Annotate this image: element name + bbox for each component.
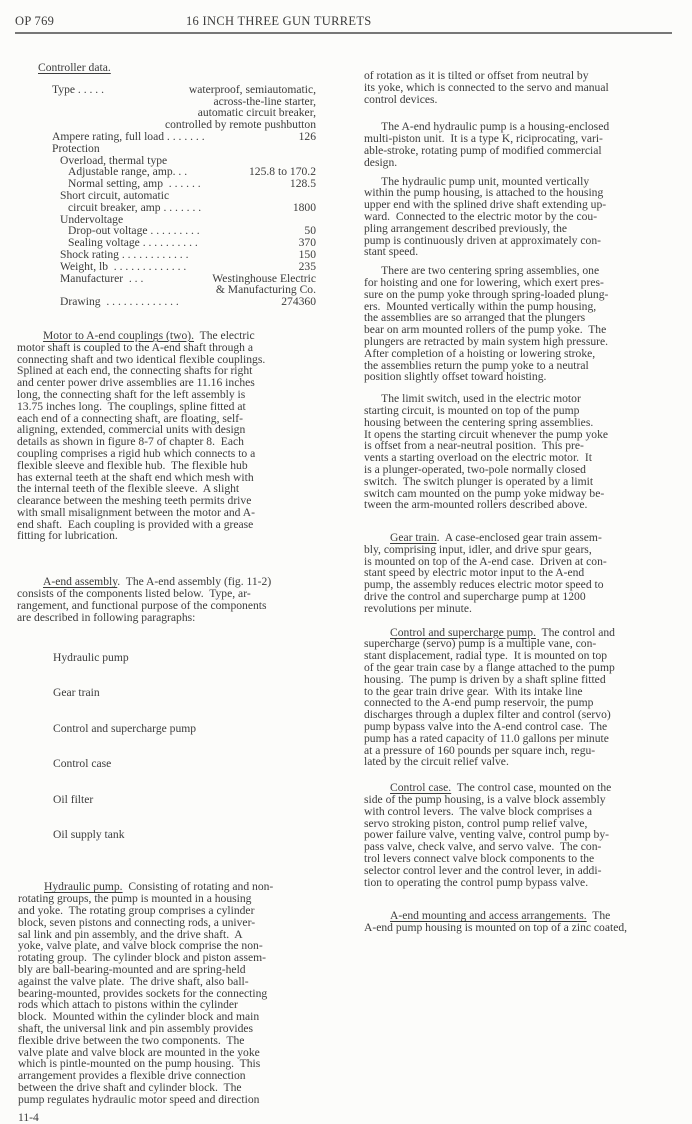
text: The electric	[194, 328, 255, 342]
row-value: 1800	[292, 200, 316, 214]
row-label: Type . . . . .	[52, 82, 104, 96]
row-value: 128.5	[289, 177, 316, 191]
row-label: Undervoltage	[60, 212, 124, 226]
row-value: 50	[304, 224, 316, 238]
paragraph-aend-assembly	[17, 576, 271, 623]
row-label: circuit breaker, amp . . . . . . .	[68, 200, 202, 214]
text: Consisting of rotating and non-	[122, 880, 274, 894]
document-code: OP 769	[15, 14, 55, 28]
controller-row	[52, 202, 316, 214]
paragraph-pump-unit: The hydraulic pump unit, mounted vertically within the pump housing, is attached to the housing upper end with the splined drive shaft extending up- ward. Connected to the electric motor by the cou- pling arrangement described previously, the pump is continuously driven at approximately con- stant speed.	[364, 174, 607, 259]
row-label: Drawing . . . . . . . . . . . . .	[60, 295, 179, 309]
list-item: Control case	[53, 757, 112, 771]
row-label: Protection	[52, 141, 100, 155]
heading-aend-assembly: A-end assembly	[43, 575, 118, 589]
text: The control and	[535, 625, 615, 639]
row-value: 235	[298, 259, 316, 273]
row-value: 125.8 to 170.2	[249, 165, 316, 179]
text: The	[586, 909, 611, 923]
header-rule	[15, 32, 672, 34]
row-label: Drop-out voltage . . . . . . . . .	[68, 224, 200, 238]
text: consists of the components listed below. Type, ar- rangement, and functional purpose of the components are described in following paragraphs:	[17, 587, 267, 624]
paragraph-limit-switch: The limit switch, used in the electric motor starting circuit, is mounted on top of the pump housing between the centering spring assemblies. It opens the starting circuit whenever the pump yoke is offset from a near-neutral position. This pre- vents a starting overload on the electric motor. It is a plunger-operated, two-pole normally closed switch. The switch plunger is operated by a limit switch cam mounted on the pump yoke midway be- tween the arm-mounted rollers described above.	[364, 392, 609, 512]
row-value: Westinghouse Electric & Manufacturing Co.	[212, 271, 316, 297]
paragraph-rotation: of rotation as it is tilted or offset from neutral by its yoke, which is connected to the servo and manual control devices.	[364, 69, 609, 106]
list-item: Oil filter	[53, 792, 94, 806]
paragraph-mounting	[364, 910, 627, 934]
text: motor shaft is coupled to the A-end shaft through a connecting shaft and two identical flexible couplings. Splined at each end, the connecting shafts for right and center power drive assemblies are 11.16 inches long, the connecting shaft for the left assembly is 13.75 inches long. The couplings, spline fitted at each end of a connecting shaft, are floating, self- aligning, extended, commercial units with design details as shown in figure 8-7 of chapter 8. Each coupling comprises a rigid hub which connects to a flexible sleeve and flexible hub. The flexible hub has external teeth at the shaft end which mesh with the internal teeth of the flexible sleeve. A slight clearance between the meshing teeth permits drive with small misalignment between the motor and A- end shaft. Each coupling is provided with a grease fitting for lubrication.	[17, 340, 266, 543]
row-value: 126	[298, 129, 316, 143]
row-label: Adjustable range, amp. . .	[68, 165, 188, 179]
list-item: Oil supply tank	[53, 828, 125, 842]
controller-row	[52, 84, 316, 131]
text: bly, comprising input, idler, and drive spur gears, is mounted on top of the A-end case. Driven at con- stant speed by electric motor input to the A-end pump, the assembly reduces electric motor speed to drive the control and supercharge pump at 1200 revolutions per minute.	[364, 542, 607, 615]
row-label: Manufacturer . . .	[60, 271, 144, 285]
text: The control case, mounted on the	[451, 781, 612, 795]
controller-row	[52, 273, 316, 297]
row-value: 274360	[281, 295, 316, 309]
right-column	[364, 70, 684, 934]
component-list	[53, 628, 196, 864]
text: supercharge (servo) pump is a multiple vane, con- stant displacement, radial type. It is mounted on top of the gear train case by a flange attached to the pump housing. The pump is driven by a shaft spline fitted to the gear train drive gear. With its intake line connected to the A-end pump reservoir, the pump discharges through a duplex filter and control (servo) pump bypass valve into the A-end control case. The pump has a rated capacity of 11.0 gallons per minute at a pressure of 160 pounds per square inch, regu- lated by the circuit relief valve.	[364, 637, 615, 769]
paragraph-centering-springs: There are two centering spring assemblies, one for hoisting and one for lowering, which exert pres- sure on the pump yoke through spring-loaded plung- ers. Mounted vertically within the pump housing, the assemblies are so arranged that the plungers bear on arm mounted rollers of the pump yoke. The plungers are retracted by main system high pressure. After completion of a hoisting or lowering stroke, the assemblies return the pump yoke to a neutral position slightly offset toward hoisting.	[364, 264, 609, 384]
row-label: Sealing voltage . . . . . . . . . .	[68, 236, 198, 250]
row-label: Normal setting, amp . . . . . .	[68, 177, 201, 191]
controller-row	[52, 190, 316, 202]
heading-mounting: A-end mounting and access arrangements.	[390, 909, 587, 923]
row-value: waterproof, semiautomatic, across-the-line starter, automatic circuit breaker, controlled by remote pushbutton	[164, 82, 316, 132]
controller-heading: Controller data.	[38, 61, 111, 74]
text: . The A-end assembly (fig. 11-2)	[117, 575, 272, 589]
text: side of the pump housing, is a valve block assembly with control levers. The valve block comprises a servo stroking piston, control pump relief valve, power failure valve, venting valve, control pump by- pass valve, check valve, and servo valve. The con- trol levers connect valve block components to the selector control lever and the control lever, in addi- tion to operating the control pump bypass valve.	[364, 793, 610, 889]
running-title: 16 INCH THREE GUN TURRETS	[186, 14, 372, 28]
row-label: Overload, thermal type	[60, 153, 168, 167]
paragraph-hydraulic-pump	[18, 881, 273, 1105]
list-item: Gear train	[53, 686, 100, 700]
list-item: Control and supercharge pump	[53, 721, 197, 735]
controller-row	[52, 261, 316, 273]
heading-couplings: Motor to A-end couplings (two).	[43, 328, 195, 342]
row-label: Ampere rating, full load . . . . . . .	[52, 129, 205, 143]
paragraph-gear-train	[364, 532, 607, 615]
row-label: Short circuit, automatic	[60, 188, 170, 202]
heading-hydraulic-pump: Hydraulic pump.	[44, 880, 123, 894]
row-label: Shock rating . . . . . . . . . . . .	[60, 247, 189, 261]
page-number: 11-4	[18, 1110, 39, 1124]
controller-row	[52, 249, 316, 261]
paragraph-couplings	[17, 330, 265, 542]
heading-control-case: Control case.	[390, 781, 452, 795]
paragraph-supercharge-pump	[364, 627, 615, 769]
row-label: Weight, lb . . . . . . . . . . . . .	[60, 259, 187, 273]
row-value: 150	[298, 247, 316, 261]
list-item: Hydraulic pump	[53, 651, 129, 665]
controller-row	[52, 131, 316, 143]
controller-row	[52, 296, 316, 308]
text: . A case-enclosed gear train assem-	[436, 531, 602, 545]
left-column	[17, 62, 337, 1123]
paragraph-pump-type: The A-end hydraulic pump is a housing-enclosed multi-piston unit. It is a type K, riciprocating, vari- able-stroke, rotating pump of modified commercial design.	[364, 120, 610, 169]
text: rotating groups, the pump is mounted in a housing and yoke. The rotating group comprises a cylinder block, seven pistons and connecting rods, a univer- sal link and pin assembly, and the drive shaft. A yoke, valve plate, and valve block comprise the non- rotating group. The cylinder block and piston assem- bly are ball-bearing-mounted and are spring-held against the valve plate. The drive shaft, also ball- bearing-mounted, provides sockets for the connecting rods which attach to pistons within the cylinder block. Mounted within the cylinder block and main shaft, the universal link and pin assembly provides flexible drive between the two components. The valve plate and valve block are mounted in the yoke which is pintle-mounted on the pump housing. This arrangement provides a flexible drive connection between the drive shaft and cylinder block. The pump regulates hydraulic motor speed and direction	[18, 892, 268, 1106]
row-value: 370	[298, 236, 316, 250]
text: A-end pump housing is mounted on top of a zinc coated,	[364, 921, 628, 935]
controller-data-table	[52, 84, 316, 308]
controller-row	[52, 143, 316, 155]
paragraph-control-case	[364, 782, 611, 888]
heading-supercharge-pump: Control and supercharge pump.	[390, 625, 536, 639]
heading-gear-train: Gear train	[390, 531, 437, 545]
